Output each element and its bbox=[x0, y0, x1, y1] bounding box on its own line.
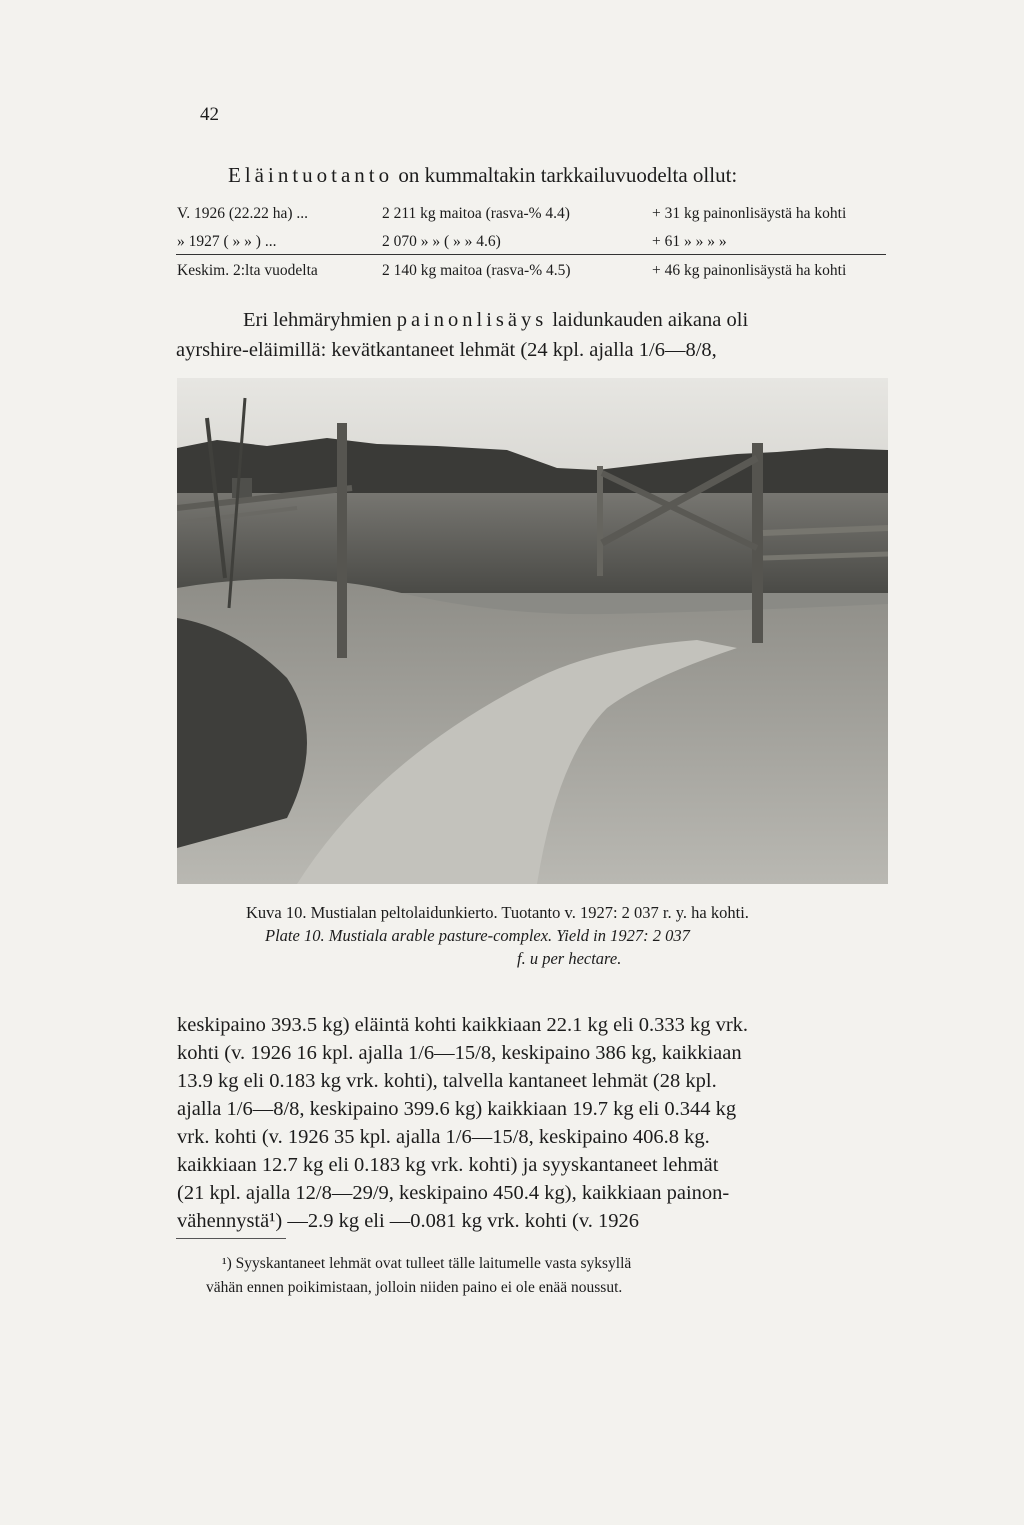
row-1926-milk: 2 211 kg maitoa (rasva-% 4.4) bbox=[382, 205, 570, 222]
page-number: 42 bbox=[200, 104, 219, 125]
figure-caption-fi: Kuva 10. Mustialan peltolaidunkierto. Tuotanto v. 1927: 2 037 r. y. ha kohti. bbox=[246, 903, 749, 922]
intro-spaced-word: Eläintuotanto bbox=[228, 163, 394, 187]
row-1926-label: V. 1926 (22.22 ha) ... bbox=[177, 205, 309, 222]
footnote-line1: ¹) Syyskantaneet lehmät ovat tulleet tälle laitumelle vasta syksyllä bbox=[222, 1255, 632, 1272]
body-line: vrk. kohti (v. 1926 35 kpl. ajalla 1/6—15/8, keskipaino 406.8 kg. bbox=[177, 1126, 710, 1148]
p2-end: laidunkauden aikana oli bbox=[552, 309, 749, 331]
body-line: 13.9 kg eli 0.183 kg vrk. kohti), talvella kantaneet lehmät (28 kpl. bbox=[177, 1070, 717, 1092]
average-gain: + 46 kg painonlisäystä ha kohti bbox=[652, 262, 847, 279]
p2-start: Eri lehmäryhmien bbox=[243, 309, 392, 331]
row-1927-label: » 1927 ( » » ) ... bbox=[177, 233, 277, 250]
average-milk: 2 140 kg maitoa (rasva-% 4.5) bbox=[382, 262, 571, 279]
row-1927-gain: + 61 » » » » bbox=[652, 233, 727, 250]
body-line: keskipaino 393.5 kg) eläintä kohti kaikkiaan 22.1 kg eli 0.333 kg vrk. bbox=[177, 1014, 749, 1036]
pasture-photo bbox=[177, 378, 888, 884]
body-line: ajalla 1/6—8/8, keskipaino 399.6 kg) kaikkiaan 19.7 kg eli 0.344 kg bbox=[177, 1098, 737, 1120]
body-line: vähennystä¹) —2.9 kg eli —0.081 kg vrk. kohti (v. 1926 bbox=[177, 1210, 640, 1232]
body-line: kaikkiaan 12.7 kg eli 0.183 kg vrk. kohti) ja syyskantaneet lehmät bbox=[177, 1154, 719, 1176]
intro-line bbox=[228, 163, 737, 188]
p2-spaced-word: painonlisäys bbox=[396, 309, 548, 331]
figure-caption-en-1: Plate 10. Mustiala arable pasture-complex. Yield in 1927: 2 037 bbox=[265, 926, 690, 945]
intro-rest: on kummaltakin tarkkailuvuodelta ollut: bbox=[398, 163, 738, 187]
table-rule bbox=[176, 254, 886, 255]
figure-caption-en-2: f. u per hectare. bbox=[517, 949, 622, 968]
body-line: kohti (v. 1926 16 kpl. ajalla 1/6—15/8, keskipaino 386 kg, kaikkiaan bbox=[177, 1042, 742, 1064]
paragraph2-line1 bbox=[243, 309, 748, 332]
row-1927-milk: 2 070 » » ( » » 4.6) bbox=[382, 233, 501, 250]
body-line: (21 kpl. ajalla 12/8—29/9, keskipaino 450.4 kg), kaikkiaan painon- bbox=[177, 1182, 730, 1204]
footnote-rule bbox=[176, 1238, 286, 1239]
row-1926-gain: + 31 kg painonlisäystä ha kohti bbox=[652, 205, 847, 222]
paragraph2-line2: ayrshire-eläimillä: kevätkantaneet lehmät (24 kpl. ajalla 1/6—8/8, bbox=[176, 339, 717, 361]
footnote-line2: vähän ennen poikimistaan, jolloin niiden paino ei ole enää noussut. bbox=[206, 1279, 623, 1296]
average-label: Keskim. 2:lta vuodelta bbox=[177, 262, 318, 279]
